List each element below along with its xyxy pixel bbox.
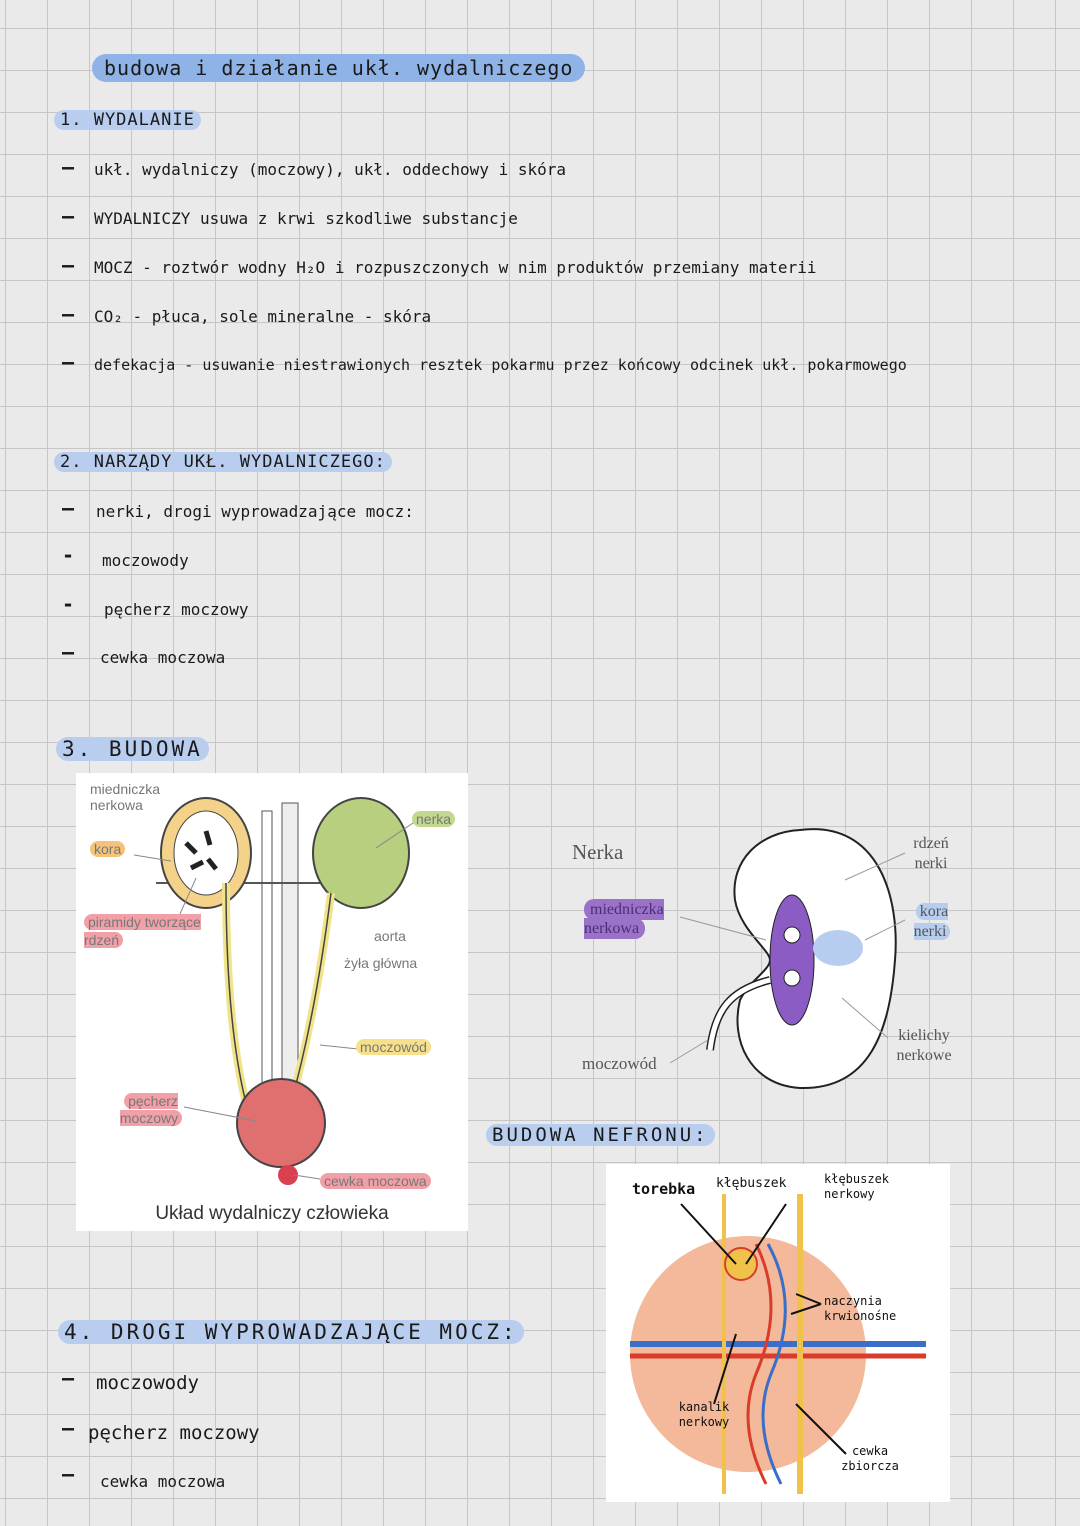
label-aorta: aorta [374, 928, 406, 944]
label-kielichy: kielichy nerkowe [896, 1027, 952, 1064]
label-kanalik: kanalik nerkowy [678, 1400, 730, 1429]
label-moczowod-2: moczowód [582, 1054, 657, 1073]
section1-line: WYDALNICZY usuwa z krwi szkodliwe substancje [94, 209, 518, 228]
page-title: budowa i działanie ukł. wydalniczego [92, 56, 585, 80]
dash: – [62, 1462, 75, 1486]
dash: – [62, 302, 75, 326]
label-naczynia: naczynia krwionośne [824, 1294, 897, 1323]
section2-line: moczowody [102, 551, 189, 570]
label-pecherz: pęcherz moczowy [116, 1093, 186, 1127]
section1-heading: 1. WYDALANIE [54, 110, 201, 130]
dash: – [62, 1366, 75, 1390]
section3-heading: 3. BUDOWA [56, 737, 209, 761]
dash: - [62, 592, 75, 616]
label-miedniczka-nerkowa: miedniczka nerkowa [584, 901, 664, 937]
dash: – [62, 155, 75, 179]
dash: – [62, 350, 75, 374]
dash: – [62, 1416, 75, 1440]
dash: – [62, 496, 75, 520]
label-klebuszek: kłębuszek [716, 1176, 787, 1191]
section1-line: CO₂ - płuca, sole mineralne - skóra [94, 307, 432, 326]
urinary-system-illustration [76, 773, 468, 1231]
nephron-heading: BUDOWA NEFRONU: [486, 1124, 715, 1146]
section2-line: nerki, drogi wyprowadzające mocz: [96, 502, 414, 521]
label-nerka: nerka [412, 811, 455, 827]
dash: – [62, 640, 75, 664]
section2-heading: 2. NARZĄDY UKŁ. WYDALNICZEGO: [54, 452, 392, 472]
label-kora-nerki: kora nerki [908, 902, 956, 942]
dash: - [62, 543, 75, 567]
label-rdzen: rdzeń nerki [913, 835, 949, 872]
label-moczowod: moczowód [356, 1039, 431, 1055]
label-kora: kora [90, 841, 125, 857]
nephron-diagram [606, 1164, 950, 1502]
section4-heading: 4. DROGI WYPROWADZAJĄCE MOCZ: [58, 1320, 524, 1344]
section1-line: ukł. wydalniczy (moczowy), ukł. oddechowy i skóra [94, 160, 567, 179]
dash: – [62, 204, 75, 228]
kidney-title: Nerka [572, 840, 624, 864]
diagram-caption: Układ wydalniczy człowieka [155, 1203, 389, 1224]
urinary-system-diagram [76, 773, 468, 1231]
label-klebuszek-nerkowy: kłębuszek nerkowy [824, 1172, 890, 1201]
section2-line: pęcherz moczowy [104, 600, 249, 619]
kidney-diagram [570, 820, 970, 1100]
label-zyla: żyła główna [344, 955, 418, 971]
section2-line: cewka moczowa [100, 648, 226, 667]
label-cewka: cewka moczowa [320, 1173, 431, 1189]
label-cewka-zbiorcza: cewka zbiorcza [841, 1444, 899, 1473]
dash: – [62, 253, 75, 277]
label-miedniczka: miedniczka nerkowa [90, 781, 161, 813]
section1-line: MOCZ - roztwór wodny H₂O i rozpuszczonych w nim produktów przemiany materii [94, 258, 817, 277]
label-torebka: torebka [632, 1180, 696, 1198]
section4-line: cewka moczowa [100, 1472, 226, 1491]
section1-line: defekacja - usuwanie niestrawionych resztek pokarmu przez końcowy odcinek ukł. pokarmowego [94, 356, 907, 374]
label-piramidy: piramidy tworzące rdzeń [84, 914, 201, 948]
section4-line: pęcherz moczowy [88, 1422, 260, 1444]
section4-line: moczowody [96, 1372, 199, 1394]
